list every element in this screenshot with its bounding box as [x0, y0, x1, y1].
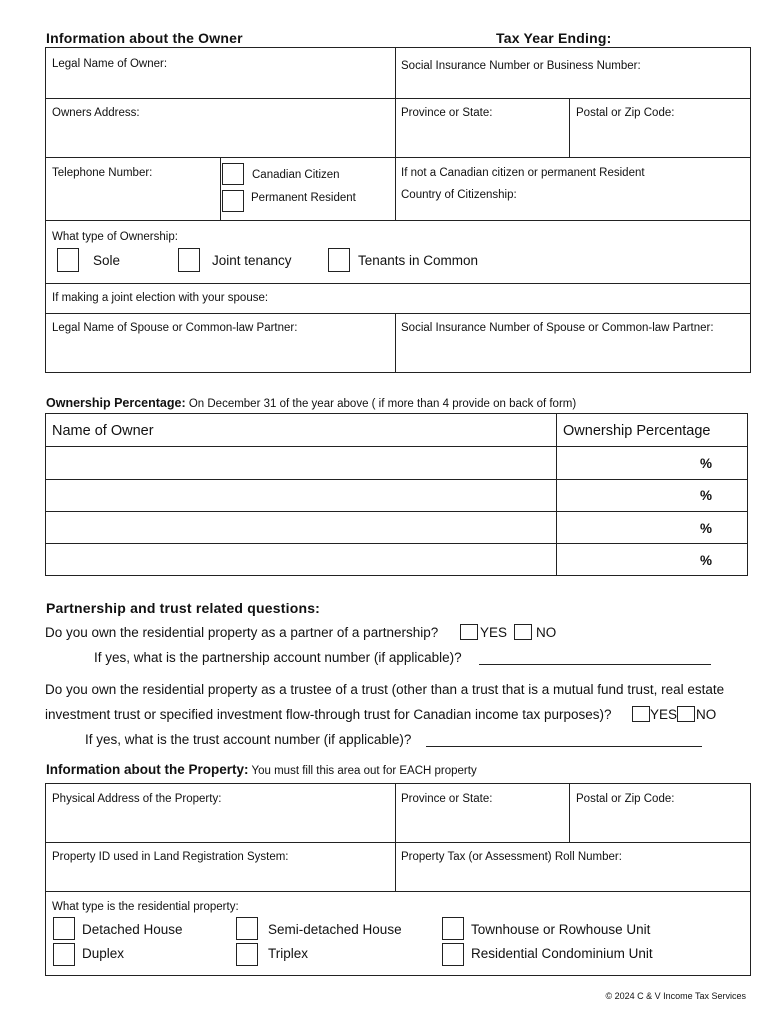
ownership-type-label: What type of Ownership: [52, 231, 178, 243]
copyright-footer: © 2024 C & V Income Tax Services [605, 991, 746, 1001]
property-province-field[interactable]: Province or State: [401, 793, 493, 805]
province-field[interactable]: Province or State: [401, 107, 493, 119]
partnership-yes-label: YES [480, 625, 508, 640]
tenants-in-common-checkbox[interactable] [328, 248, 350, 272]
percent-symbol-1: % [700, 456, 713, 471]
owner-name-input-4[interactable] [46, 544, 556, 575]
canadian-citizen-checkbox[interactable] [222, 163, 244, 185]
property-address-field[interactable]: Physical Address of the Property: [52, 793, 222, 805]
trust-no-label: NO [696, 707, 717, 722]
duplex-checkbox[interactable] [53, 943, 75, 966]
spouse-sin-field[interactable]: Social Insurance Number of Spouse or Common-law Partner: [401, 322, 714, 334]
roll-number-field[interactable]: Property Tax (or Assessment) Roll Number: [401, 851, 622, 863]
sole-checkbox[interactable] [57, 248, 79, 272]
owner-name-input-3[interactable] [46, 512, 556, 542]
country-citizenship-field[interactable]: Country of Citizenship: [401, 189, 517, 201]
detached-house-checkbox[interactable] [53, 917, 75, 940]
tenants-in-common-label: Tenants in Common [358, 253, 479, 268]
trust-yes-checkbox[interactable] [632, 706, 650, 722]
owner-name-input-2[interactable] [46, 480, 556, 510]
percent-symbol-4: % [700, 553, 713, 568]
telephone-field[interactable]: Telephone Number: [52, 167, 153, 179]
percent-symbol-3: % [700, 521, 713, 536]
partnership-title: Partnership and trust related questions: [46, 600, 321, 616]
partnership-no-checkbox[interactable] [514, 624, 532, 640]
partnership-yes-checkbox[interactable] [460, 624, 478, 640]
property-type-label: What type is the residential property: [52, 901, 239, 913]
col-percent-header: Ownership Percentage [563, 423, 711, 439]
partnership-question: Do you own the residential property as a partner of a partnership? [45, 625, 439, 640]
property-title: Information about the Property: [46, 762, 249, 777]
col-name-header: Name of Owner [52, 423, 154, 439]
duplex-label: Duplex [82, 946, 125, 961]
joint-tenancy-label: Joint tenancy [212, 253, 292, 268]
tax-year-label: Tax Year Ending: [496, 30, 612, 46]
detached-house-label: Detached House [82, 922, 183, 937]
condominium-checkbox[interactable] [442, 943, 464, 966]
owner-name-input-1[interactable] [46, 447, 556, 478]
property-id-field[interactable]: Property ID used in Land Registration System: [52, 851, 289, 863]
trust-question-line2: investment trust or specified investment flow-through trust for Canadian income tax purposes)? [45, 707, 612, 722]
trust-account-label: If yes, what is the trust account number (if applicable)? [85, 732, 412, 747]
partnership-account-input[interactable] [479, 664, 711, 665]
sin-field[interactable]: Social Insurance Number or Business Number: [401, 60, 641, 72]
not-citizen-label: If not a Canadian citizen or permanent Resident [401, 167, 645, 179]
owner-section-title: Information about the Owner [46, 30, 243, 46]
partnership-no-label: NO [536, 625, 557, 640]
townhouse-label: Townhouse or Rowhouse Unit [471, 922, 651, 937]
condominium-label: Residential Condominium Unit [471, 946, 653, 961]
percentage-heading [46, 396, 576, 410]
trust-account-input[interactable] [426, 746, 702, 747]
trust-yes-label: YES [650, 707, 678, 722]
sole-label: Sole [93, 253, 121, 268]
semi-detached-label: Semi-detached House [268, 922, 402, 937]
canadian-citizen-label: Canadian Citizen [252, 169, 340, 181]
property-subtitle: You must fill this area out for EACH property [251, 765, 477, 777]
partnership-account-label: If yes, what is the partnership account number (if applicable)? [94, 650, 462, 665]
joint-tenancy-checkbox[interactable] [178, 248, 200, 272]
permanent-resident-label: Permanent Resident [251, 192, 356, 204]
postal-code-field[interactable]: Postal or Zip Code: [576, 107, 675, 119]
property-heading [46, 762, 477, 777]
semi-detached-checkbox[interactable] [236, 917, 258, 940]
percent-symbol-2: % [700, 488, 713, 503]
townhouse-checkbox[interactable] [442, 917, 464, 940]
owner-address-field[interactable]: Owners Address: [52, 107, 140, 119]
trust-no-checkbox[interactable] [677, 706, 695, 722]
legal-name-field[interactable]: Legal Name of Owner: [52, 58, 168, 70]
percentage-subtitle: On December 31 of the year above ( if more than 4 provide on back of form) [188, 398, 577, 410]
percentage-title: Ownership Percentage: [46, 396, 186, 410]
trust-question-line1: Do you own the residential property as a trustee of a trust (other than a trust that is a mutual fund trust, real estate [45, 682, 725, 697]
property-postal-field[interactable]: Postal or Zip Code: [576, 793, 675, 805]
joint-election-label: If making a joint election with your spouse: [52, 292, 269, 304]
spouse-name-field[interactable]: Legal Name of Spouse or Common-law Partner: [52, 322, 298, 334]
permanent-resident-checkbox[interactable] [222, 190, 244, 212]
triplex-label: Triplex [268, 946, 309, 961]
triplex-checkbox[interactable] [236, 943, 258, 966]
